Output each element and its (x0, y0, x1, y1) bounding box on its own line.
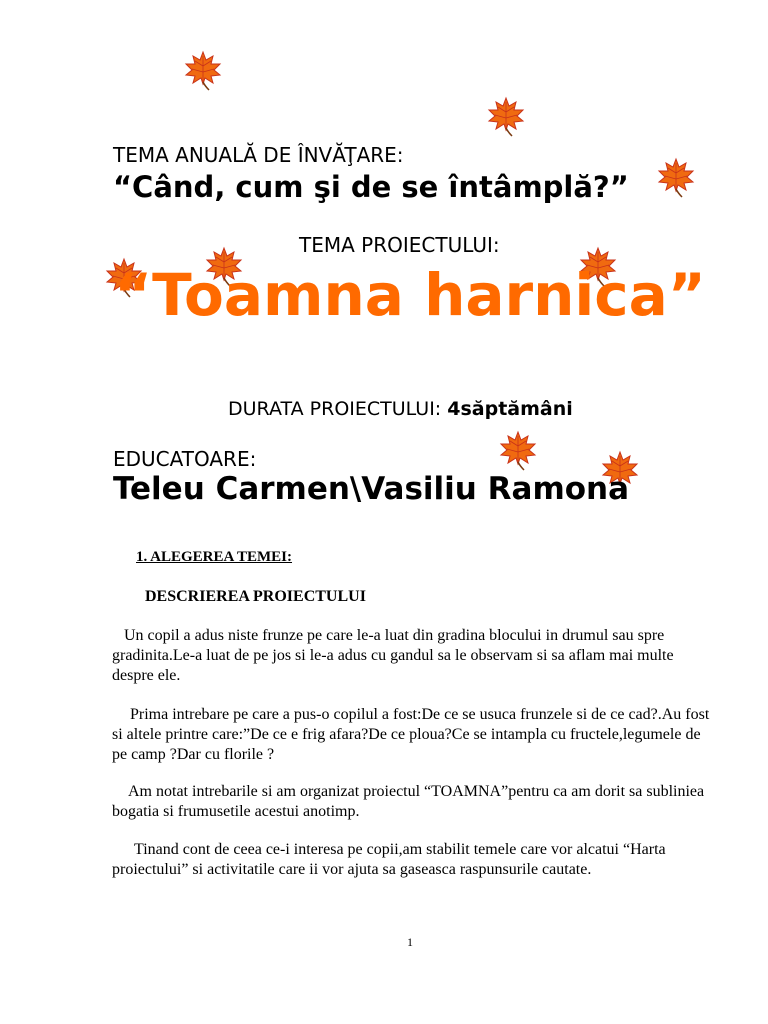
annual-theme-label: TEMA ANUALĂ DE ÎNVĂŢARE: (113, 143, 404, 167)
paragraph: Un copil a adus niste frunze pe care le-a luat din gradina blocului in drumul sau spre gradinita.Le-a luat de pe jos si le-a adus cu gandul sa le observam si sa aflam mai multe despre ele. (112, 627, 674, 684)
project-theme-label: TEMA PROIECTULUI: (299, 233, 500, 257)
section-subheading: DESCRIEREA PROIECTULUI (145, 588, 366, 605)
project-duration (228, 398, 573, 420)
duration-label: DURATA PROIECTULUI: (228, 398, 448, 420)
educators-names: Teleu Carmen\Vasiliu Ramona (113, 471, 630, 507)
page-number: 1 (407, 935, 413, 949)
paragraph: Am notat intrebarile si am organizat proiectul “TOAMNA”pentru ca am dorit sa subliniea bogatia si frumusetile acestui anotimp. (112, 783, 705, 820)
autumn-leaf-icon (183, 48, 223, 92)
autumn-leaf-icon (486, 94, 526, 138)
educators-label: EDUCATOARE: (113, 447, 257, 471)
annual-theme-title: “Când, cum şi de se întâmplă?” (113, 170, 629, 204)
autumn-leaf-icon (498, 428, 538, 472)
autumn-leaf-icon (656, 155, 696, 199)
section-heading: 1. ALEGEREA TEMEI: (136, 549, 293, 565)
paragraph: Tinand cont de ceea ce-i interesa pe copii,am stabilit temele care vor alcatui “Harta proiectului” si activitatile care ii vor ajuta sa gaseasca raspunsurile cautate. (112, 841, 666, 878)
paragraph: Prima intrebare pe care a pus-o copilul a fost:De ce se usuca frunzele si de ce cad?.Au fost si altele printre care:”De ce e frig afara?De ce ploua?Ce se intampla cu fructele,legumele de pe camp ?Dar cu florile ? (112, 706, 710, 763)
duration-value: 4săptămâni (447, 398, 573, 420)
project-title: “Toamna harnica” (114, 261, 706, 329)
